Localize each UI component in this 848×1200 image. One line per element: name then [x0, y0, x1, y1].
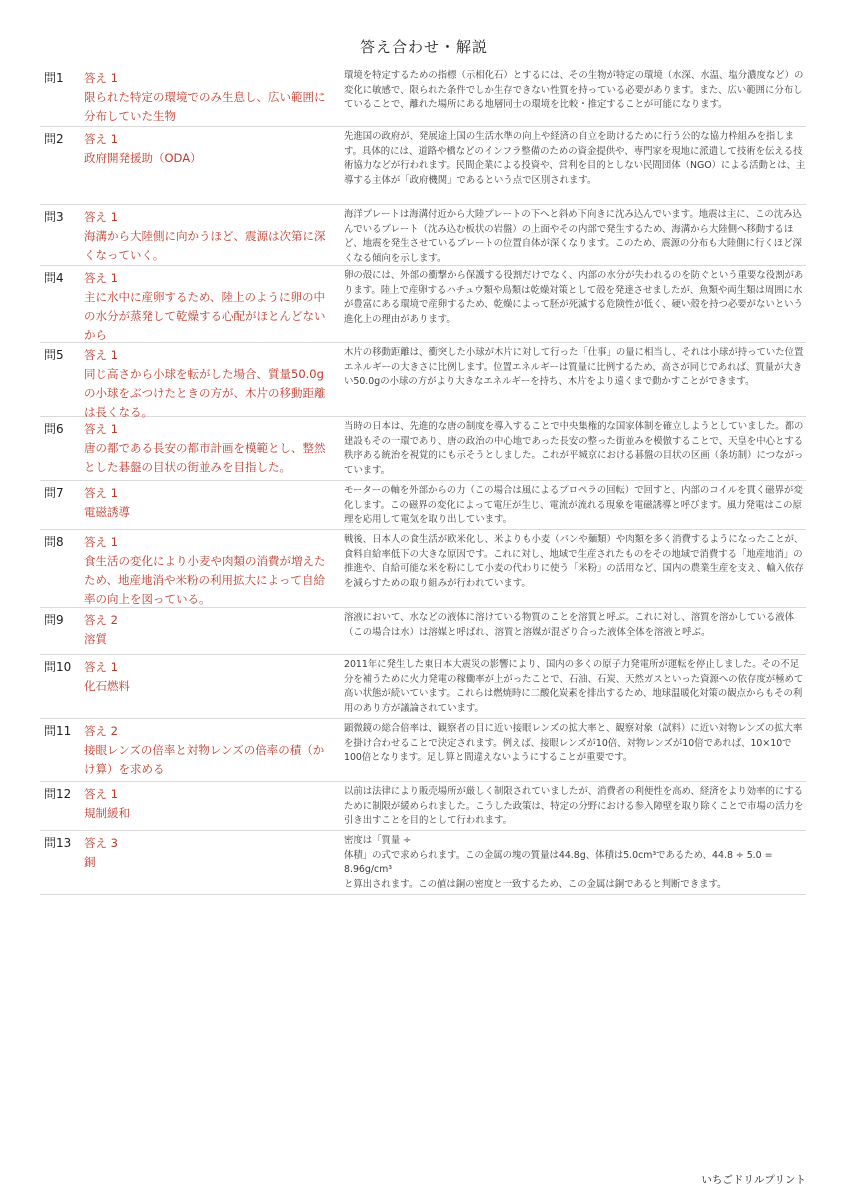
explanation-text: 環境を特定するための指標（示相化石）とするには、その生物が特定の環境（水深、水温、塩分濃度など）の変化に敏感で、限られた条件でしか生存できない性質を持っている必要があります。また、広い範囲に分布していることで、離れた場所にある地層同士の環境を比較・推定することが可能になります。 [344, 70, 804, 111]
answer-choice-number: 答え 1 [84, 71, 118, 85]
answer-choice-number: 答え 1 [84, 787, 118, 801]
answer-row [40, 417, 806, 481]
answer-table [40, 66, 806, 895]
answer-cell [82, 266, 342, 342]
answer-text: 化石燃料 [84, 679, 130, 693]
explanation-text: 戦後、日本人の食生活が欧米化し、米よりも小麦（パンや麺類）や肉類を多く消費するようになったことが、食料自給率低下の大きな原因です。これに対し、地域で生産されたものをその地域で消費する「地産地消」の推進や、自給可能な米を粉にして小麦の代わりに使う「米粉」の活用など、国内の農業生産を支え、輸入依存を減らすための取り組みが行われています。 [344, 534, 804, 589]
answer-choice-number: 答え 1 [84, 486, 118, 500]
question-number: 問4 [44, 271, 64, 285]
answer-choice-number: 答え 1 [84, 132, 118, 146]
answer-text: 銅 [84, 855, 96, 869]
answer-text: 食生活の変化により小麦や肉類の消費が増えたため、地産地消や米粉の利用拡大によって自給率の向上を図っている。 [84, 554, 326, 606]
answer-row [40, 608, 806, 655]
question-number: 問11 [44, 724, 72, 738]
answer-row [40, 481, 806, 530]
answer-choice-number: 答え 2 [84, 724, 118, 738]
answer-choice-number: 答え 3 [84, 836, 118, 850]
answer-row [40, 782, 806, 831]
answer-row [40, 66, 806, 127]
question-number: 問10 [44, 660, 72, 674]
answer-text: 限られた特定の環境でのみ生息し、広い範囲に分布していた生物 [84, 90, 326, 123]
answer-choice-number: 答え 1 [84, 660, 118, 674]
footer-brand: いちごドリルプリント [701, 1174, 806, 1186]
explanation-text: 溶液において、水などの液体に溶けている物質のことを溶質と呼ぶ。これに対し、溶質を溶かしている液体（この場合は水）は溶媒と呼ばれ、溶質と溶媒が混ざり合った液体全体を溶液と呼ぶ。 [344, 612, 795, 638]
answer-text: 海溝から大陸側に向かうほど、震源は次第に深くなっていく。 [84, 229, 326, 262]
explanation-text: 先進国の政府が、発展途上国の生活水準の向上や経済の自立を助けるために行う公的な協力枠組みを指します。具体的には、道路や橋などのインフラ整備のための資金提供や、専門家を現地に派遣して技術を伝える技術協力などが行われます。民間企業による投資や、営利を目的としない民間団体（NGO）による活動とは、主導する主体が「政府機関」であるという点で区別されます。 [344, 131, 806, 186]
answer-choice-number: 答え 1 [84, 210, 118, 224]
explanation-text: 海洋プレートは海溝付近から大陸プレートの下へと斜め下向きに沈み込んでいます。地震は主に、この沈み込んでいるプレート（沈み込む板状の岩盤）の上面やその内部で発生するため、海溝から大陸側へ移動するほど、地震を発生させているプレートの位置自体が深くなります。このため、震源の分布も大陸側に行くほど深くなる傾向を示します。 [344, 209, 802, 264]
question-number: 問8 [44, 535, 64, 549]
question-number: 問3 [44, 210, 64, 224]
answer-cell [82, 831, 342, 894]
explanation-text: 顕微鏡の総合倍率は、観察者の目に近い接眼レンズの拡大率と、観察対象（試料）に近い対物レンズの拡大率を掛け合わせることで決定されます。例えば、接眼レンズが10倍、対物レンズが10倍であれば、10×10で100倍となります。足し算と間違えないようにすることが重要です。 [344, 723, 803, 764]
answer-row [40, 831, 806, 895]
answer-cell [82, 655, 342, 718]
explanation-text: 卵の殻には、外部の衝撃から保護する役割だけでなく、内部の水分が失われるのを防ぐという重要な役割があります。陸上で産卵するハチュウ類や鳥類は乾燥対策として殻を発達させましたが、魚類や両生類は周囲に水が豊富にある環境で産卵するため、乾燥によって胚が死滅する危険性が低く、硬い殻を持つ必要がないという進化上の理由があります。 [344, 270, 804, 325]
answer-cell [82, 66, 342, 126]
answer-cell [82, 205, 342, 265]
answer-text: 主に水中に産卵するため、陸上のように卵の中の水分が蒸発して乾燥する心配がほとんどないから [84, 290, 326, 342]
answer-text: 溶質 [84, 632, 107, 646]
answer-cell [82, 530, 342, 607]
answer-row [40, 719, 806, 782]
answer-choice-number: 答え 2 [84, 613, 118, 627]
answer-cell [82, 343, 342, 419]
question-number: 問13 [44, 836, 72, 850]
question-number: 問12 [44, 787, 72, 801]
answer-row [40, 655, 806, 719]
answer-text: 唐の都である長安の都市計画を模範とし、整然とした碁盤の目状の街並みを目指した。 [84, 441, 326, 474]
answer-choice-number: 答え 1 [84, 348, 118, 362]
answer-text: 電磁誘導 [84, 505, 130, 519]
question-number: 問2 [44, 132, 64, 146]
answer-row [40, 205, 806, 266]
answer-row [40, 530, 806, 608]
question-number: 問1 [44, 71, 64, 85]
answer-row [40, 266, 806, 343]
explanation-text: モーターの軸を外部からの力（この場合は風によるプロペラの回転）で回すと、内部のコイルを貫く磁界が変化します。この磁界の変化によって電圧が生じ、電流が流れる現象を電磁誘導と呼びます。風力発電はこの原理を応用して電気を取り出しています。 [344, 485, 803, 526]
page-title: 答え合わせ・解説 [359, 38, 488, 56]
explanation-text: 以前は法律により販売場所が厳しく制限されていましたが、消費者の利便性を高め、経済をより効率的にするために制限が緩められました。こうした政策は、特定の分野における参入障壁を取り除くことで市場の活力を引き出すことを目的として行われます。 [344, 786, 804, 827]
answer-choice-number: 答え 1 [84, 271, 118, 285]
answer-row [40, 127, 806, 205]
answer-text: 同じ高さから小球を転がした場合、質量50.0gの小球をぶつけたときの方が、木片の移動距離は長くなる。 [84, 367, 326, 419]
explanation-text: 当時の日本は、先進的な唐の制度を導入することで中央集権的な国家体制を確立しようとしていました。都の建設もその一環であり、唐の政治の中心地であった長安の整った街並みを模倣することで、天皇を中心とする秩序ある統治を視覚的にも示そうとしました。これが平城京における碁盤の目状の区画（条坊制）につながっています。 [344, 421, 804, 476]
answer-choice-number: 答え 1 [84, 422, 118, 436]
question-number: 問7 [44, 486, 64, 500]
explanation-text: 木片の移動距離は、衝突した小球が木片に対して行った「仕事」の量に相当し、それは小球が持っていた位置エネルギーの大きさに比例します。位置エネルギーは質量に比例するため、高さが同じであれば、質量が大きい50.0gの小球の方がより大きなエネルギーを持ち、木片をより遠くまで動かすことができます。 [344, 347, 804, 388]
answer-cell [82, 417, 342, 480]
answer-row [40, 343, 806, 417]
answer-cell [82, 127, 342, 204]
question-number: 問5 [44, 348, 64, 362]
question-number: 問9 [44, 613, 64, 627]
answer-text: 政府開発援助（ODA） [84, 151, 202, 165]
question-number: 問6 [44, 422, 64, 436]
answer-choice-number: 答え 1 [84, 535, 118, 549]
explanation-text: 密度は「質量 ÷ 体積」の式で求められます。この金属の塊の質量は44.8g、体積は5.0cm³であるため、44.8 ÷ 5.0 = 8.96g/cm³ と算出されます。この値は銅の密度と一致するため、この金属は銅であると判断できます。 [344, 835, 773, 890]
explanation-text: 2011年に発生した東日本大震災の影響により、国内の多くの原子力発電所が運転を停止しました。その不足分を補うために火力発電の稼働率が上がったことで、石油、石炭、天然ガスといった資源への依存度が極めて高い状態が続いています。これらは燃焼時に二酸化炭素を排出するため、地球温暖化対策の観点からもその利用のあり方が議論されています。 [344, 659, 804, 714]
answer-text: 接眼レンズの倍率と対物レンズの倍率の積（かけ算）を求める [84, 743, 325, 776]
answer-cell [82, 782, 342, 830]
answer-cell [82, 608, 342, 654]
answer-cell [82, 481, 342, 529]
answer-text: 規制緩和 [84, 806, 130, 820]
answer-cell [82, 719, 342, 781]
